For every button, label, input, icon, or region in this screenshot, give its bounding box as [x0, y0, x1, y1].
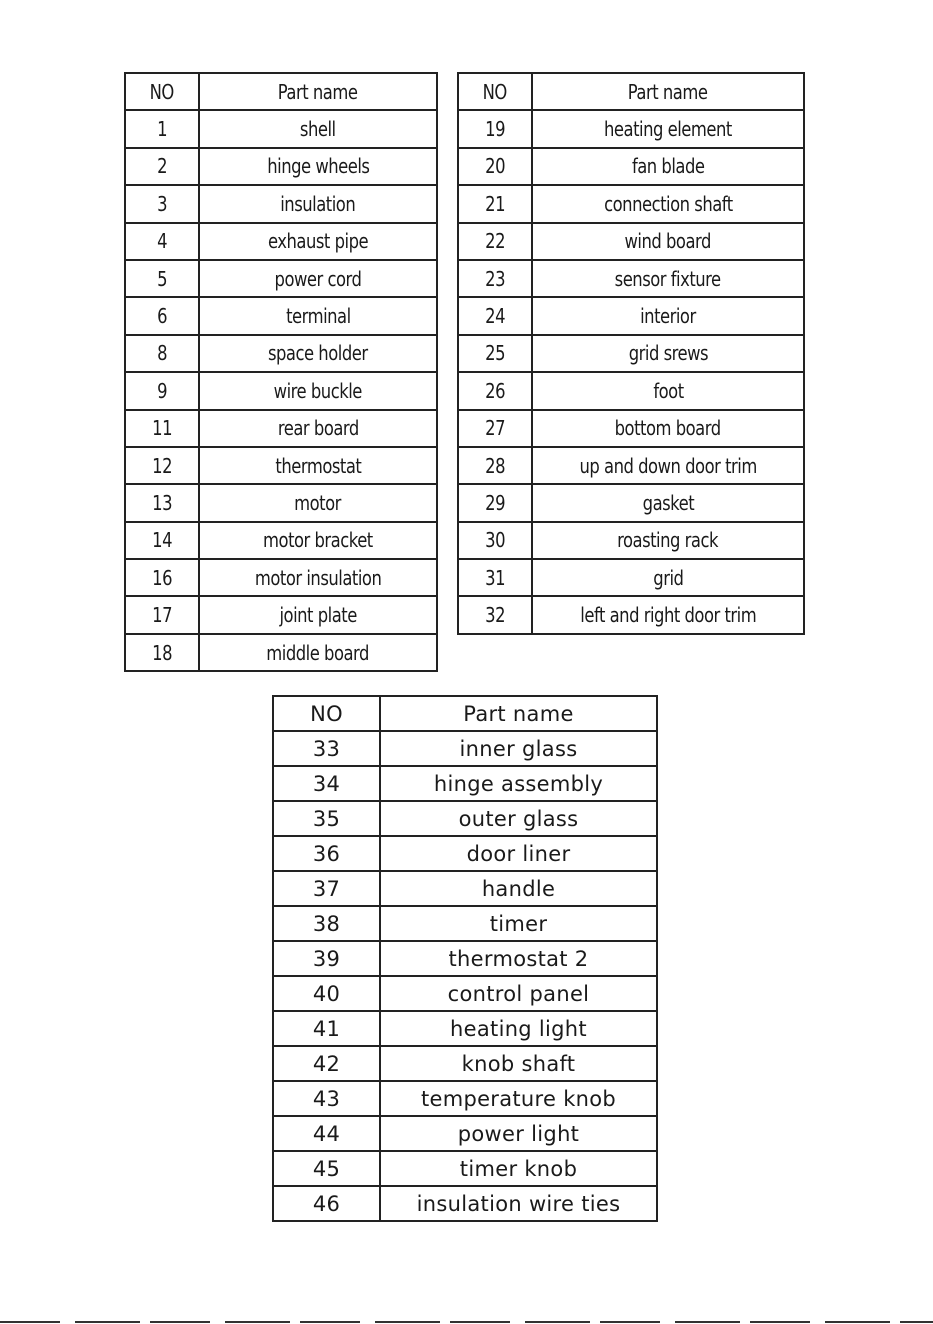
- part-name: roasting rack: [617, 528, 719, 553]
- parts-table-2: [457, 72, 805, 635]
- part-number-cell: [125, 110, 199, 147]
- part-name-cell: [380, 1116, 657, 1151]
- table-row: [125, 110, 437, 147]
- part-name-cell: [199, 484, 437, 521]
- table-row: [125, 223, 437, 260]
- part-number: 2: [157, 154, 167, 179]
- part-name: left and right door trim: [580, 603, 756, 628]
- part-number-cell: [125, 559, 199, 596]
- part-number: 37: [312, 876, 341, 901]
- part-name: sensor fixture: [614, 266, 722, 291]
- part-name: inner glass: [459, 736, 578, 761]
- table-row: [273, 836, 657, 871]
- table-row: [125, 148, 437, 185]
- part-name: control panel: [447, 981, 590, 1006]
- part-name: shell: [300, 117, 336, 142]
- part-number-cell: [125, 335, 199, 372]
- part-number: 32: [485, 603, 505, 628]
- part-name: exhaust pipe: [267, 229, 369, 254]
- part-number: 1: [157, 117, 167, 142]
- table-row: [273, 766, 657, 801]
- table-row: [458, 522, 804, 559]
- part-number-cell: [273, 906, 380, 941]
- part-name-cell: [532, 372, 804, 409]
- part-name: thermostat 2: [448, 946, 589, 971]
- part-name: heating light: [450, 1016, 587, 1041]
- part-name-cell: [199, 596, 437, 633]
- part-name: rear board: [277, 416, 359, 441]
- table-row: [125, 634, 437, 671]
- part-number: 40: [312, 981, 341, 1006]
- part-name-cell: [532, 185, 804, 222]
- part-name-cell: [380, 766, 657, 801]
- part-number: 45: [312, 1156, 341, 1181]
- table-row: [458, 110, 804, 147]
- parts-table-1: [124, 72, 438, 672]
- table-row: [125, 522, 437, 559]
- part-name-cell: [380, 941, 657, 976]
- table-row: [125, 410, 437, 447]
- part-name-cell: [380, 836, 657, 871]
- table-row: [458, 410, 804, 447]
- part-number-cell: [273, 976, 380, 1011]
- part-number-cell: [273, 871, 380, 906]
- part-number: 43: [312, 1086, 341, 1111]
- part-number: 28: [485, 453, 505, 478]
- part-name-cell: [532, 260, 804, 297]
- part-name: hinge assembly: [433, 771, 604, 796]
- part-number: 42: [312, 1051, 341, 1076]
- part-number: 13: [152, 490, 172, 515]
- part-name: fan blade: [631, 154, 705, 179]
- part-number: 8: [157, 341, 167, 366]
- table-row: [273, 1116, 657, 1151]
- part-number-cell: [273, 1081, 380, 1116]
- table-row: [458, 484, 804, 521]
- table-row: [273, 731, 657, 766]
- table-row: [458, 372, 804, 409]
- part-name-cell: [532, 522, 804, 559]
- part-number-cell: [125, 522, 199, 559]
- part-number: 21: [485, 191, 505, 216]
- part-name-cell: [199, 297, 437, 334]
- part-name: gasket: [642, 490, 694, 515]
- part-name: grid srews: [628, 341, 708, 366]
- part-name: middle board: [266, 640, 370, 665]
- part-name: timer: [489, 911, 548, 936]
- part-name-cell: [532, 484, 804, 521]
- part-number: 29: [485, 490, 505, 515]
- part-name-cell: [380, 1081, 657, 1116]
- part-name: wire buckle: [273, 378, 363, 403]
- part-number-cell: [458, 559, 532, 596]
- part-name-cell: [380, 1186, 657, 1221]
- part-number-cell: [458, 447, 532, 484]
- table-row: [273, 1046, 657, 1081]
- part-name: outer glass: [458, 806, 579, 831]
- header-no: NO: [273, 696, 380, 731]
- part-number-cell: [458, 484, 532, 521]
- table-header-row: [458, 73, 804, 110]
- table-row: [125, 372, 437, 409]
- part-name-cell: [380, 1011, 657, 1046]
- table-row: [125, 559, 437, 596]
- part-number: 4: [157, 229, 167, 254]
- part-number: 39: [312, 946, 341, 971]
- part-number-cell: [273, 801, 380, 836]
- table-row: [125, 484, 437, 521]
- part-name: wind board: [624, 229, 712, 254]
- part-name: door liner: [466, 841, 571, 866]
- part-number: 33: [312, 736, 341, 761]
- part-number-cell: [458, 335, 532, 372]
- part-number-cell: [273, 941, 380, 976]
- part-number-cell: [125, 596, 199, 633]
- part-number: 35: [312, 806, 341, 831]
- part-name: motor insulation: [254, 565, 382, 590]
- header-no: NO: [458, 73, 532, 110]
- table-row: [273, 941, 657, 976]
- part-name-cell: [199, 447, 437, 484]
- part-name: power light: [457, 1121, 580, 1146]
- part-name-cell: [380, 871, 657, 906]
- part-name: timer knob: [459, 1156, 578, 1181]
- table-row: [125, 297, 437, 334]
- table-row: [125, 596, 437, 633]
- part-number-cell: [273, 1011, 380, 1046]
- header-part-name: Part name: [532, 73, 804, 110]
- part-number-cell: [273, 1046, 380, 1081]
- part-name: joint plate: [279, 603, 357, 628]
- part-number-cell: [125, 410, 199, 447]
- part-name-cell: [199, 185, 437, 222]
- part-name: motor bracket: [263, 528, 373, 553]
- table-row: [458, 185, 804, 222]
- part-number-cell: [125, 223, 199, 260]
- part-number-cell: [458, 372, 532, 409]
- table-row: [458, 260, 804, 297]
- table-row: [458, 447, 804, 484]
- table-row: [458, 223, 804, 260]
- table-row: [125, 260, 437, 297]
- part-name: insulation: [280, 191, 356, 216]
- header-no: NO: [125, 73, 199, 110]
- table-row: [273, 871, 657, 906]
- part-number-cell: [125, 297, 199, 334]
- part-name: insulation wire ties: [416, 1191, 621, 1216]
- part-name-cell: [532, 148, 804, 185]
- part-name-cell: [199, 372, 437, 409]
- part-name: up and down door trim: [579, 453, 757, 478]
- part-name-cell: [380, 801, 657, 836]
- part-number-cell: [273, 1186, 380, 1221]
- part-number: 41: [312, 1016, 341, 1041]
- part-name-cell: [199, 559, 437, 596]
- part-name-cell: [380, 1046, 657, 1081]
- table-header-row: [273, 696, 657, 731]
- table-row: [273, 801, 657, 836]
- part-number: 46: [312, 1191, 341, 1216]
- header-part-name: Part name: [199, 73, 437, 110]
- part-number: 26: [485, 378, 505, 403]
- part-name-cell: [380, 906, 657, 941]
- part-name-cell: [199, 410, 437, 447]
- part-name-cell: [532, 447, 804, 484]
- part-number-cell: [273, 836, 380, 871]
- part-name-cell: [199, 223, 437, 260]
- part-number-cell: [458, 596, 532, 633]
- table-row: [458, 297, 804, 334]
- part-number-cell: [273, 1151, 380, 1186]
- part-name-cell: [199, 260, 437, 297]
- part-name-cell: [532, 335, 804, 372]
- part-number-cell: [458, 185, 532, 222]
- part-number-cell: [458, 260, 532, 297]
- part-number: 11: [152, 416, 172, 441]
- part-number-cell: [458, 223, 532, 260]
- part-name: terminal: [285, 304, 351, 329]
- part-name: thermostat: [275, 453, 361, 478]
- part-name-cell: [199, 522, 437, 559]
- part-name: space holder: [268, 341, 368, 366]
- part-number: 9: [157, 378, 167, 403]
- part-name-cell: [199, 148, 437, 185]
- part-number-cell: [125, 484, 199, 521]
- part-number: 6: [157, 304, 167, 329]
- part-name: bottom board: [615, 416, 721, 441]
- part-number-cell: [458, 522, 532, 559]
- part-name-cell: [199, 335, 437, 372]
- part-number: 14: [152, 528, 172, 553]
- part-number: 17: [152, 603, 172, 628]
- part-name: hinge wheels: [266, 154, 370, 179]
- part-number-cell: [125, 260, 199, 297]
- part-name-cell: [199, 110, 437, 147]
- part-name-cell: [199, 634, 437, 671]
- table-row: [273, 1151, 657, 1186]
- part-name-cell: [532, 297, 804, 334]
- part-number: 20: [485, 154, 505, 179]
- parts-table-3: [272, 695, 658, 1222]
- part-number: 31: [485, 565, 505, 590]
- part-number: 30: [485, 528, 505, 553]
- part-number: 3: [157, 191, 167, 216]
- part-number-cell: [125, 185, 199, 222]
- part-name-cell: [532, 110, 804, 147]
- part-number-cell: [458, 148, 532, 185]
- table-row: [458, 148, 804, 185]
- part-name-cell: [532, 223, 804, 260]
- part-name: connection shaft: [603, 191, 733, 216]
- part-number-cell: [125, 148, 199, 185]
- part-number: 12: [152, 453, 172, 478]
- part-name-cell: [532, 410, 804, 447]
- part-number: 25: [485, 341, 505, 366]
- part-name-cell: [380, 731, 657, 766]
- part-number-cell: [125, 372, 199, 409]
- part-number: 38: [312, 911, 341, 936]
- header-part-name: Part name: [380, 696, 657, 731]
- part-name: foot: [652, 378, 684, 403]
- part-number: 34: [312, 771, 341, 796]
- table-row: [125, 185, 437, 222]
- part-name: grid: [652, 565, 684, 590]
- part-name-cell: [380, 1151, 657, 1186]
- page-bottom-border: [0, 1321, 933, 1323]
- part-number-cell: [458, 410, 532, 447]
- part-number: 18: [152, 640, 172, 665]
- part-number: 19: [485, 117, 505, 142]
- table-row: [458, 559, 804, 596]
- part-name-cell: [380, 976, 657, 1011]
- part-number: 36: [312, 841, 341, 866]
- part-name-cell: [532, 596, 804, 633]
- part-number-cell: [458, 110, 532, 147]
- part-name-cell: [532, 559, 804, 596]
- table-row: [125, 335, 437, 372]
- part-number: 22: [485, 229, 505, 254]
- table-header-row: [125, 73, 437, 110]
- part-number-cell: [273, 766, 380, 801]
- part-number: 27: [485, 416, 505, 441]
- part-number-cell: [125, 447, 199, 484]
- part-name: temperature knob: [420, 1086, 617, 1111]
- part-number-cell: [273, 1116, 380, 1151]
- part-name: knob shaft: [461, 1051, 576, 1076]
- part-number: 5: [157, 266, 167, 291]
- part-name: interior: [640, 304, 696, 329]
- part-name: heating element: [604, 117, 732, 142]
- part-name: motor: [294, 490, 342, 515]
- table-row: [458, 596, 804, 633]
- table-row: [273, 1011, 657, 1046]
- part-number: 16: [152, 565, 172, 590]
- part-number-cell: [125, 634, 199, 671]
- part-name: handle: [481, 876, 556, 901]
- table-row: [125, 447, 437, 484]
- table-row: [273, 1186, 657, 1221]
- table-row: [273, 1081, 657, 1116]
- part-number-cell: [273, 731, 380, 766]
- table-row: [273, 976, 657, 1011]
- table-row: [458, 335, 804, 372]
- table-row: [273, 906, 657, 941]
- part-number: 23: [485, 266, 505, 291]
- part-number-cell: [458, 297, 532, 334]
- part-number: 24: [485, 304, 505, 329]
- part-number: 44: [312, 1121, 341, 1146]
- part-name: power cord: [274, 266, 362, 291]
